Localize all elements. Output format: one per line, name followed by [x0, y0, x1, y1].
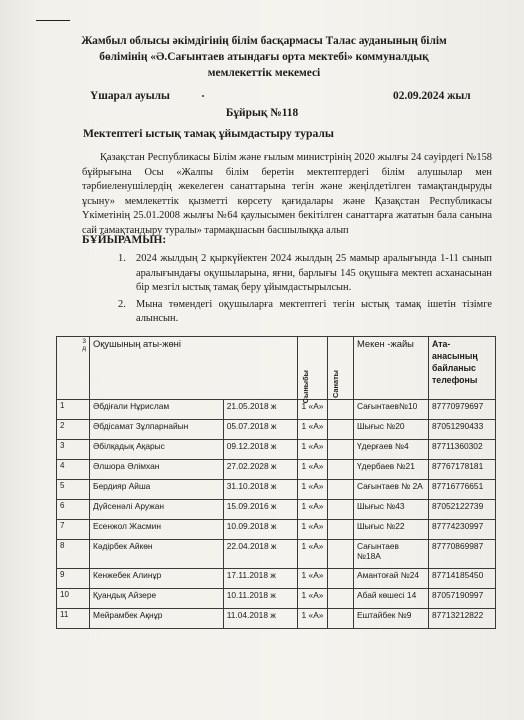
cell-student-name: Әлшора Әлімхан — [90, 460, 224, 480]
cell-birth-date: 11.04.2018 ж — [223, 609, 297, 629]
cell-birth-date: 05.07.2018 ж — [223, 420, 297, 440]
cell-phone: 87051290433 — [429, 420, 496, 440]
cell-class: 1 «А» — [298, 480, 328, 500]
header-student-name-label: Оқушының аты-жөні — [93, 338, 181, 349]
header-category-label: Санаты — [331, 370, 340, 399]
cell-number: 2 — [57, 420, 90, 440]
cell-class: 1 «А» — [298, 440, 328, 460]
order-items-list — [118, 252, 492, 329]
header-class — [298, 337, 328, 404]
table-row — [57, 420, 496, 440]
organization-header — [64, 33, 464, 81]
cell-number: 1 — [57, 400, 90, 420]
cell-phone: 87057190997 — [429, 589, 496, 609]
cell-birth-date: 21.05.2018 ж — [223, 400, 297, 420]
header-address — [354, 337, 429, 400]
cell-phone: 87714185450 — [429, 569, 496, 589]
cell-student-name: Әбдіғали Нұрислам — [90, 400, 224, 420]
cell-category — [328, 589, 354, 609]
cell-student-name: Әбілқадық Ақарыс — [90, 440, 224, 460]
village-name: Үшарал ауылы — [90, 90, 170, 102]
cell-address: Шығыс №20 — [354, 420, 429, 440]
list-item — [118, 298, 492, 327]
cell-student-name: Кенжебек Алинұр — [90, 569, 224, 589]
cell-phone: 87770979697 — [429, 400, 496, 420]
cell-birth-date: 09.12.2018 ж — [223, 440, 297, 460]
cell-class: 1 «А» — [298, 460, 328, 480]
cell-birth-date: 17.11.2018 ж — [223, 569, 297, 589]
cell-category — [328, 400, 354, 420]
cell-category — [328, 500, 354, 520]
cell-phone: 87711360302 — [429, 440, 496, 460]
cell-category — [328, 420, 354, 440]
cell-birth-date: 15.09.2016 ж — [223, 500, 297, 520]
header-number: 3 д — [57, 337, 90, 400]
header-line-2: бөлімінің «Ә.Сағынтаев атындағы орта мектебі» коммуналдық — [99, 51, 429, 63]
cell-address: Сағынтаев №18А — [354, 540, 429, 569]
table-row — [57, 440, 496, 460]
cell-class: 1 «А» — [298, 609, 328, 629]
cell-address: Үдербаев №21 — [354, 460, 429, 480]
cell-class: 1 «А» — [298, 589, 328, 609]
table-row — [57, 589, 496, 609]
table-row — [57, 500, 496, 520]
cell-student-name: Мейрамбек Ақнұр — [90, 609, 224, 629]
cell-student-name: Қуандық Айзере — [90, 589, 224, 609]
cell-number: 7 — [57, 520, 90, 540]
cell-student-name: Бердияр Айша — [90, 480, 224, 500]
cell-category — [328, 460, 354, 480]
cell-address: Ештайбек №9 — [354, 609, 429, 629]
order-command: БҰЙЫРАМЫН: — [82, 234, 167, 246]
cell-number: 4 — [57, 460, 90, 480]
cell-birth-date: 22.04.2018 ж — [223, 540, 297, 569]
corner-mark — [36, 20, 70, 21]
cell-number: 5 — [57, 480, 90, 500]
cell-phone: 87767178181 — [429, 460, 496, 480]
header-parents-phone-label: Ата-анасының байланыс телефоны — [432, 339, 478, 385]
cell-student-name: Кәдірбек Айкөн — [90, 540, 224, 569]
header-parents-phone — [429, 337, 496, 400]
cell-category — [328, 440, 354, 460]
cell-number: 9 — [57, 569, 90, 589]
order-body-text — [82, 151, 492, 239]
cell-address: Шығыс №22 — [354, 520, 429, 540]
list-item-text: 2024 жылдың 2 қыркүйектен 2024 жылдың 25 мамыр аралығында 1-11 сынып аралығындағы оқушыларына, яғни, барлығы 145 оқушыға мектеп асханасынан бір мезгіл ыстық тамақ беру ұйымдастырылсын. — [136, 253, 492, 294]
order-date: 02.09.2024 жыл — [393, 90, 471, 102]
cell-category — [328, 569, 354, 589]
cell-class: 1 «А» — [298, 420, 328, 440]
table-row — [57, 569, 496, 589]
list-item-number: 2. — [118, 298, 126, 310]
cell-address: Үдерғаев №4 — [354, 440, 429, 460]
cell-number: 10 — [57, 589, 90, 609]
cell-phone: 87716776651 — [429, 480, 496, 500]
order-title: Бұйрық №118 — [225, 107, 299, 119]
cell-student-name: Дүйсенәлі Аружан — [90, 500, 224, 520]
cell-category — [328, 520, 354, 540]
body-text-content: Қазақстан Республикасы Білім және ғылым министрінің 2020 жылғы 24 сәуірдегі №158 бұйрығына Осы «Жалпы білім беретін мектептердегі білім алушылар мен тәрбиеленушілердің жекелеген санаттарына тегін және жеңілдетілген тамақтандыруды ұсыну» мемлекеттік қызметті көрсету қағидалары және Қазақстан Республикасы Үкіметінің 25.01.2008 жылғы №64 қаулысымен бекітілген санаттарға жататын бала санына сай тамақтандыру туралы» тармақшасын басшылыққа алып — [82, 152, 492, 236]
cell-student-name: Әбдісамат Зұлпарнайын — [90, 420, 224, 440]
table-row — [57, 460, 496, 480]
cell-phone: 87770869987 — [429, 540, 496, 569]
cell-class: 1 «А» — [298, 400, 328, 420]
list-item — [118, 252, 492, 296]
list-item-text: Мына төмендегі оқушыларға мектептегі тегін ыстық тамақ ішетін тізімге алынсын. — [136, 298, 492, 325]
table-row — [57, 520, 496, 540]
cell-number: 8 — [57, 540, 90, 569]
table-row — [57, 480, 496, 500]
students-table — [56, 336, 496, 629]
cell-address: Шығыс №43 — [354, 500, 429, 520]
table-row — [57, 540, 496, 569]
cell-class: 1 «А» — [298, 540, 328, 569]
cell-student-name: Есенжол Жасмин — [90, 520, 224, 540]
order-subject: Мектептегі ыстық тамақ ұйымдастыру туралы — [83, 127, 334, 140]
cell-birth-date: 27.02.2028 ж — [223, 460, 297, 480]
stray-dot — [202, 95, 204, 97]
header-category — [328, 337, 354, 400]
header-address-label: Мекен -жайы — [357, 338, 414, 349]
cell-class: 1 «А» — [298, 500, 328, 520]
table-row — [57, 609, 496, 629]
table-header-row — [57, 337, 496, 400]
cell-number: 3 — [57, 440, 90, 460]
header-line-1: Жамбыл облысы әкімдігінің білім басқармасы Талас ауданының білім — [81, 35, 447, 47]
cell-phone: 87774230997 — [429, 520, 496, 540]
cell-number: 11 — [57, 609, 90, 629]
cell-address: Сағынтаев № 2А — [354, 480, 429, 500]
cell-number: 6 — [57, 500, 90, 520]
students-table-body — [57, 400, 496, 629]
header-line-3: мемлекеттік мекемесі — [207, 67, 321, 79]
cell-category — [328, 609, 354, 629]
cell-category — [328, 540, 354, 569]
cell-phone: 87713212822 — [429, 609, 496, 629]
cell-class: 1 «А» — [298, 520, 328, 540]
list-item-number: 1. — [118, 253, 126, 264]
cell-birth-date: 31.10.2018 ж — [223, 480, 297, 500]
cell-address: Абай көшесі 14 — [354, 589, 429, 609]
cell-category — [328, 480, 354, 500]
cell-class: 1 «А» — [298, 569, 328, 589]
cell-birth-date: 10.09.2018 ж — [223, 520, 297, 540]
table-row — [57, 400, 496, 420]
cell-birth-date: 10.11.2018 ж — [223, 589, 297, 609]
header-class-label: Сыныбы — [301, 370, 310, 404]
cell-address: Сағынтаев№10 — [354, 400, 429, 420]
cell-phone: 87052122739 — [429, 500, 496, 520]
cell-address: Амантоғай №24 — [354, 569, 429, 589]
header-student-name — [90, 337, 298, 400]
